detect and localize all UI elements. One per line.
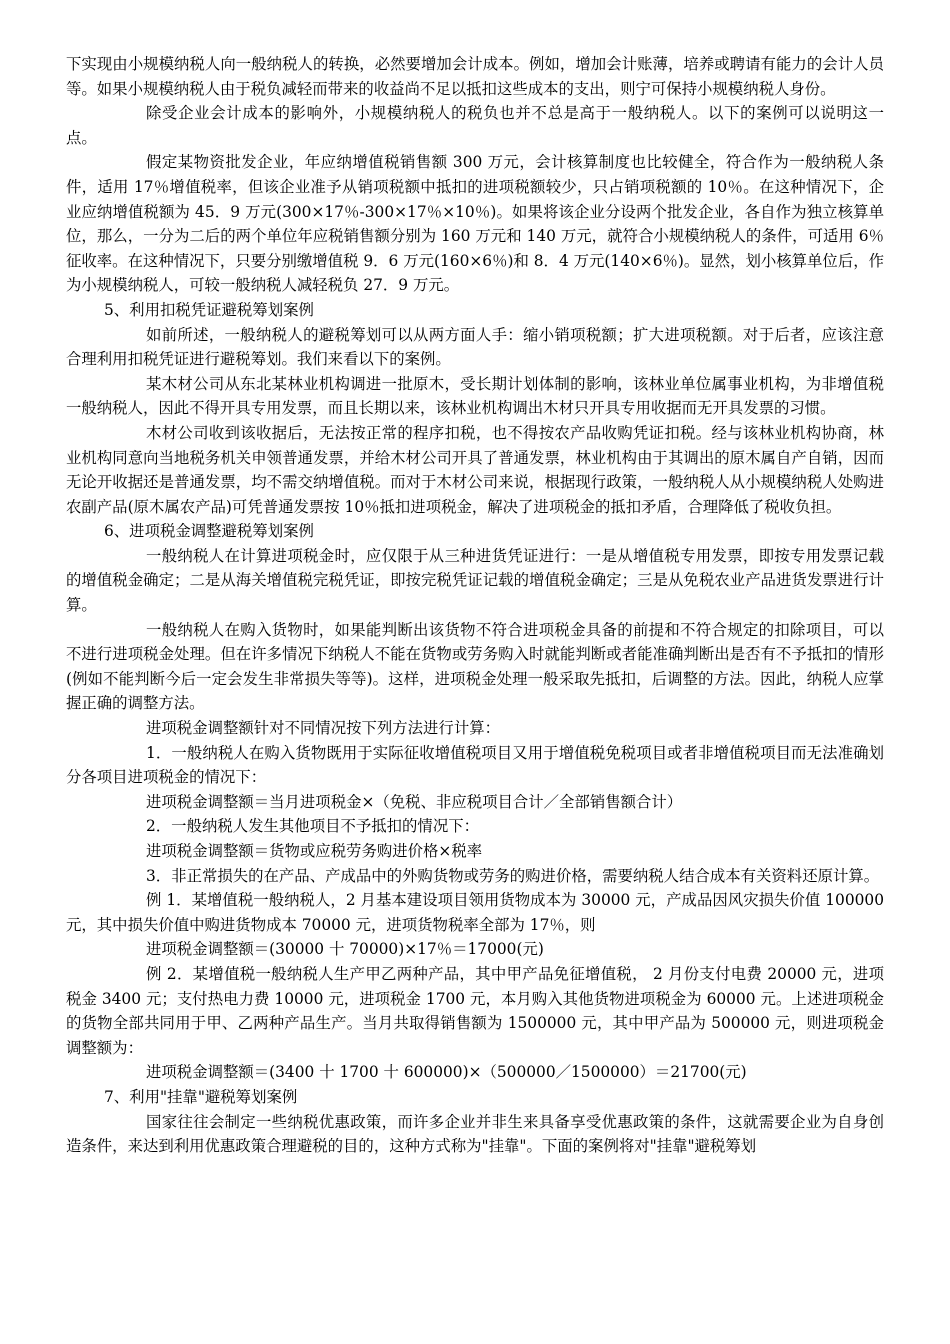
paragraph: 进项税金调整额＝(30000 十 70000)×17％＝17000(元)	[146, 940, 544, 959]
section-heading: 6、进项税金调整避税筹划案例	[104, 522, 314, 541]
paragraph: 例 1．某增值税一般纳税人，2 月基本建设项目领用货物成本为 30000 元，产成品因风灾损失价值 100000 元，其中损失价值中购进货物成本 70000 元，进项货物税率全部为 17％，则	[66, 891, 884, 934]
paragraph: 假定某物资批发企业，年应纳增值税销售额 300 万元，会计核算制度也比较健全，符合作为一般纳税人条件，适用 17％增值税率，但该企业准予从销项税额中抵扣的进项税额较少，只占销项税额的 10％。在这种情况下，企业应纳增值税额为 45．9 万元(300×17％-300×17％×10％)。如果将该企业分设两个批发企业，各自作为独立核算单位，那么，一分为二后的两个单位年应税销售额分别为 160 万元和 140 万元，就符合小规模纳税人的条件，可适用 6％征收率。在这种情况下，只要分别缴增值税 9．6 万元(160×6％)和 8．4 万元(140×6％)。显然，划小核算单位后，作为小规模纳税人，可较一般纳税人减轻税负 27．9 万元。	[66, 153, 885, 295]
paragraph: 一般纳税人在计算进项税金时，应仅限于从三种进货凭证进行：一是从增值税专用发票，即按专用发票记载的增值税金确定；二是从海关增值税完税凭证，即按完税凭证记载的增值税金确定；三是从免税农业产品进货发票进行计算。	[66, 546, 884, 615]
paragraph: 3．非正常损失的在产品、产成品中的外购货物或劳务的购进价格，需要纳税人结合成本有关资料还原计算。	[146, 866, 880, 885]
paragraph: 1．一般纳税人在购入货物既用于实际征收增值税项目又用于增值税免税项目或者非增值税项目而无法准确划分各项目进项税金的情况下：	[66, 743, 884, 787]
paragraph: 2．一般纳税人发生其他项目不予抵扣的情况下：	[146, 817, 479, 836]
document-body	[66, 52, 884, 1159]
paragraph: 某木材公司从东北某林业机构调进一批原木，受长期计划体制的影响，该林业单位属事业机构，为非增值税一般纳税人，因此不得开具专用发票，而且长期以来，该林业机构调出木材只开具专用收据而无开具发票的习惯。	[66, 374, 884, 418]
paragraph: 如前所述，一般纳税人的避税筹划可以从两方面人手：缩小销项税额；扩大进项税额。对于后者，应该注意合理利用扣税凭证进行避税筹划。我们来看以下的案例。	[66, 325, 884, 369]
paragraph: 除受企业会计成本的影响外，小规模纳税人的税负也并不总是高于一般纳税人。以下的案例可以说明这一点。	[66, 104, 884, 147]
paragraph: 进项税金调整额＝(3400 十 1700 十 600000)×（500000／1500000）＝21700(元)	[146, 1063, 747, 1082]
section-heading: 5、利用扣税凭证避税筹划案例	[104, 300, 314, 319]
paragraph: 一般纳税人在购入货物时，如果能判断出该货物不符合进项税金具备的前提和不符合规定的扣除项目，可以不进行进项税金处理。但在许多情况下纳税人不能在货物或劳务购入时就能判断或者能准确判断出是否有不予抵扣的情形(例如不能判断今后一定会发生非常损失等等)。这样，进项税金处理一般采取先抵扣，后调整的方法。因此，纳税人应掌握正确的调整方法。	[66, 620, 884, 713]
paragraph: 国家往往会制定一些纳税优惠政策，而许多企业并非生来具备享受优惠政策的条件，这就需要企业为自身创造条件，来达到利用优惠政策合理避税的目的，这种方式称为"挂靠"。下面的案例将对"挂靠"避税筹划	[66, 1112, 884, 1156]
paragraph: 进项税金调整额＝当月进项税金×（免税、非应税项目合计／全部销售额合计）	[146, 792, 683, 811]
paragraph: 下实现由小规模纳税人向一般纳税人的转换，必然要增加会计成本。例如，增加会计账薄，培养或聘请有能力的会计人员等。如果小规模纳税人由于税负减轻而带来的收益尚不足以抵扣这些成本的支出，则宁可保持小规模纳税人身份。	[66, 55, 884, 98]
section-heading: 7、利用"挂靠"避税筹划案例	[104, 1087, 298, 1106]
paragraph: 例 2．某增值税一般纳税人生产甲乙两种产品，其中甲产品免征增值税， 2 月份支付电费 20000 元，进项税金 3400 元；支付热电力费 10000 元，进项税金 1700 元，本月购入其他货物进项税金为 60000 元。上述进项税金的货物全部共同用于甲、乙两种产品生产。当月共取得销售额为 1500000 元，其中甲产品为 500000 元，则进项税金调整额为：	[66, 964, 884, 1057]
paragraph: 进项税金调整额针对不同情况按下列方法进行计算：	[146, 719, 500, 738]
paragraph: 木材公司收到该收据后，无法按正常的程序扣税，也不得按农产品收购凭证扣税。经与该林业机构协商，林业机构同意向当地税务机关申领普通发票，并给木材公司开具了普通发票，林业机构由于其调出的原木属自产自销，因而无论开收据还是普通发票，均不需交纳增值税。而对于木材公司来说，根据现行政策，一般纳税人从小规模纳税人处购进农副产品(原木属农产品)可凭普通发票按 10％抵扣进项税金，解决了进项税金的抵扣矛盾，合理降低了税收负担。	[66, 423, 884, 516]
paragraph: 进项税金调整额＝货物或应税劳务购进价格×税率	[146, 842, 483, 860]
